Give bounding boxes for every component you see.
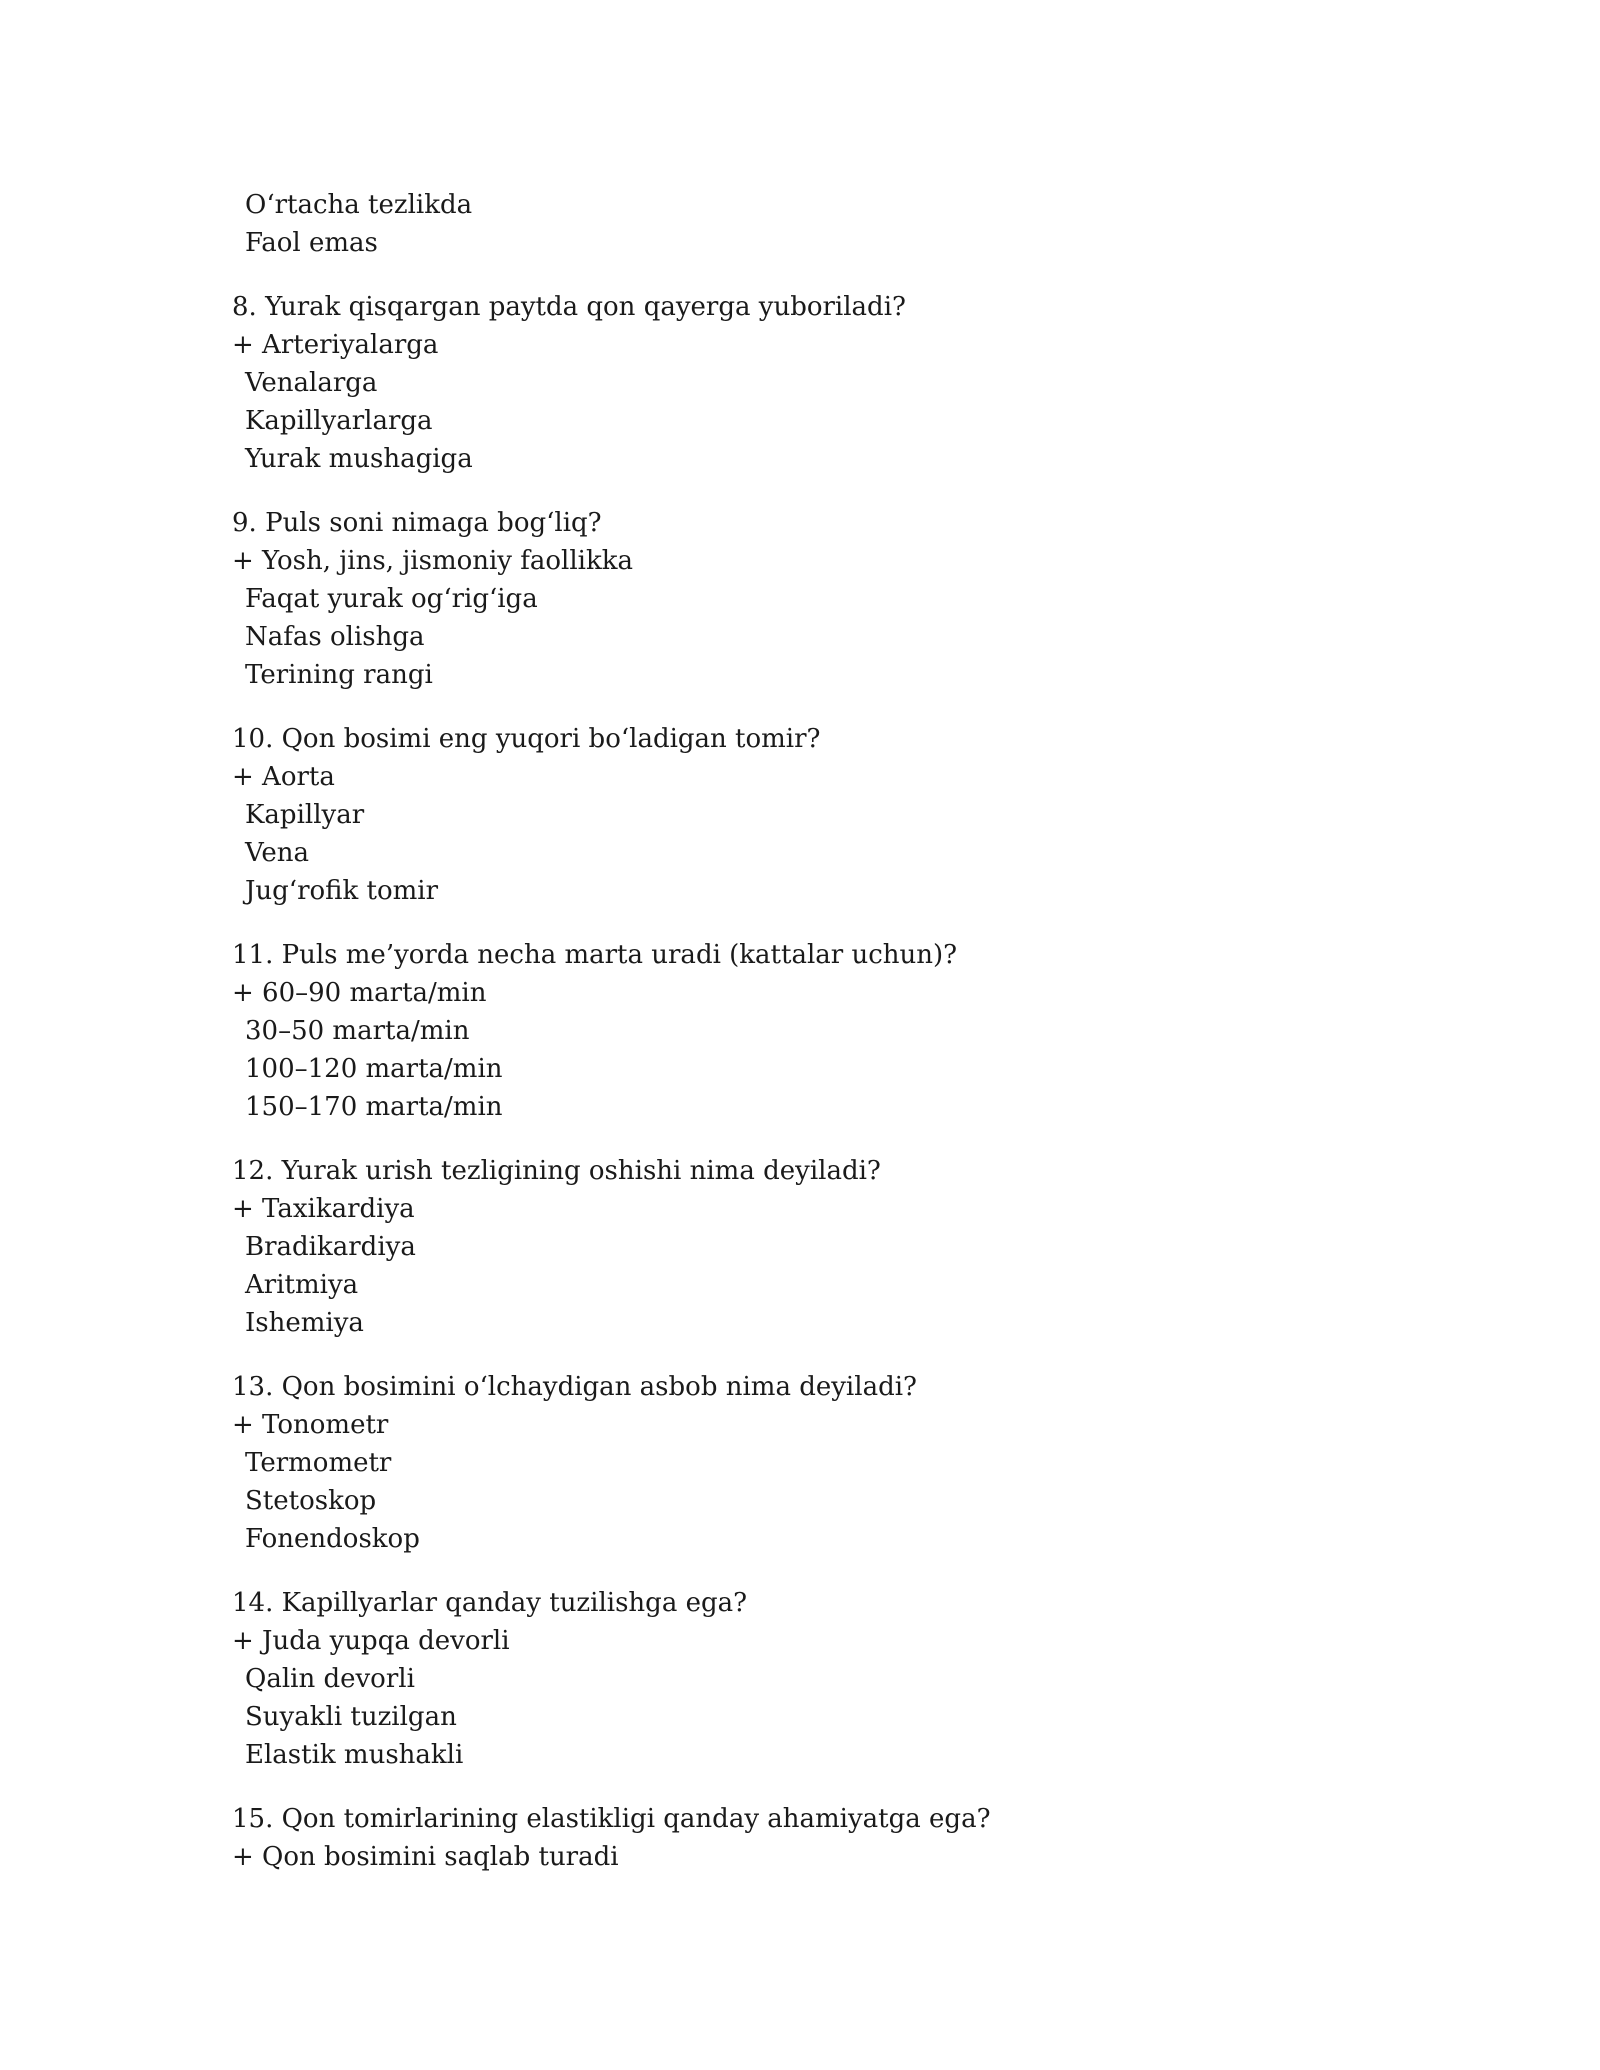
correct-answer: + Aorta — [232, 762, 335, 792]
answer-option: Ishemiya — [245, 1308, 364, 1338]
question-text: 15. Qon tomirlarining elastikligi qanday ahamiyatga ega? — [232, 1804, 991, 1834]
question-text: 14. Kapillyarlar qanday tuzilishga ega? — [232, 1588, 748, 1618]
answer-option: 150–170 marta/min — [245, 1092, 503, 1122]
document-page — [232, 186, 1382, 1902]
question-block-12 — [232, 1152, 1382, 1342]
question-block-11 — [232, 936, 1382, 1126]
answer-option: Nafas olishga — [245, 622, 425, 652]
question-text: 8. Yurak qisqargan paytda qon qayerga yuboriladi? — [232, 292, 906, 322]
question-block-14 — [232, 1584, 1382, 1774]
answer-option: 30–50 marta/min — [245, 1016, 470, 1046]
answer-option: Bradikardiya — [245, 1232, 416, 1262]
correct-answer: + Juda yupqa devorli — [232, 1626, 510, 1656]
question-block-15 — [232, 1800, 1382, 1876]
question-block-8 — [232, 288, 1382, 478]
answer-option: Vena — [245, 838, 310, 868]
answer-option: Kapillyarlarga — [245, 406, 433, 436]
correct-answer: + Arteriyalarga — [232, 330, 439, 360]
correct-answer: + 60–90 marta/min — [232, 978, 487, 1008]
answer-option: Elastik mushakli — [245, 1740, 464, 1770]
question-text: 12. Yurak urish tezligining oshishi nima deyiladi? — [232, 1156, 881, 1186]
answer-option: Suyakli tuzilgan — [245, 1702, 457, 1732]
answer-option: Yurak mushagiga — [245, 444, 473, 474]
answer-option: 100–120 marta/min — [245, 1054, 503, 1084]
answer-option: Stetoskop — [245, 1486, 377, 1516]
question-text: 13. Qon bosimini o‘lchaydigan asbob nima deyiladi? — [232, 1372, 917, 1402]
question-block-13 — [232, 1368, 1382, 1558]
correct-answer: + Qon bosimini saqlab turadi — [232, 1842, 619, 1872]
correct-answer: + Taxikardiya — [232, 1194, 415, 1224]
answer-option: Fonendoskop — [245, 1524, 420, 1554]
question-text: 9. Puls soni nimaga bog‘liq? — [232, 508, 602, 538]
answer-option: Kapillyar — [245, 800, 365, 830]
correct-answer: + Tonometr — [232, 1410, 389, 1440]
question-block-10 — [232, 720, 1382, 910]
answer-option: Faqat yurak og‘rig‘iga — [245, 584, 538, 614]
answer-option: Jug‘rofik tomir — [245, 876, 439, 906]
answer-option: O‘rtacha tezlikda — [245, 190, 473, 220]
answer-option: Qalin devorli — [245, 1664, 415, 1694]
answer-option: Termometr — [245, 1448, 392, 1478]
question-block-9 — [232, 504, 1382, 694]
answer-option: Terining rangi — [245, 660, 433, 690]
question-text: 11. Puls me’yorda necha marta uradi (kattalar uchun)? — [232, 940, 958, 970]
answer-option: Faol emas — [245, 228, 378, 258]
correct-answer: + Yosh, jins, jismoniy faollikka — [232, 546, 633, 576]
answer-option: Venalarga — [245, 368, 378, 398]
question-text: 10. Qon bosimi eng yuqori bo‘ladigan tomir? — [232, 724, 821, 754]
leading-options-block — [232, 186, 1382, 262]
answer-option: Aritmiya — [245, 1270, 359, 1300]
